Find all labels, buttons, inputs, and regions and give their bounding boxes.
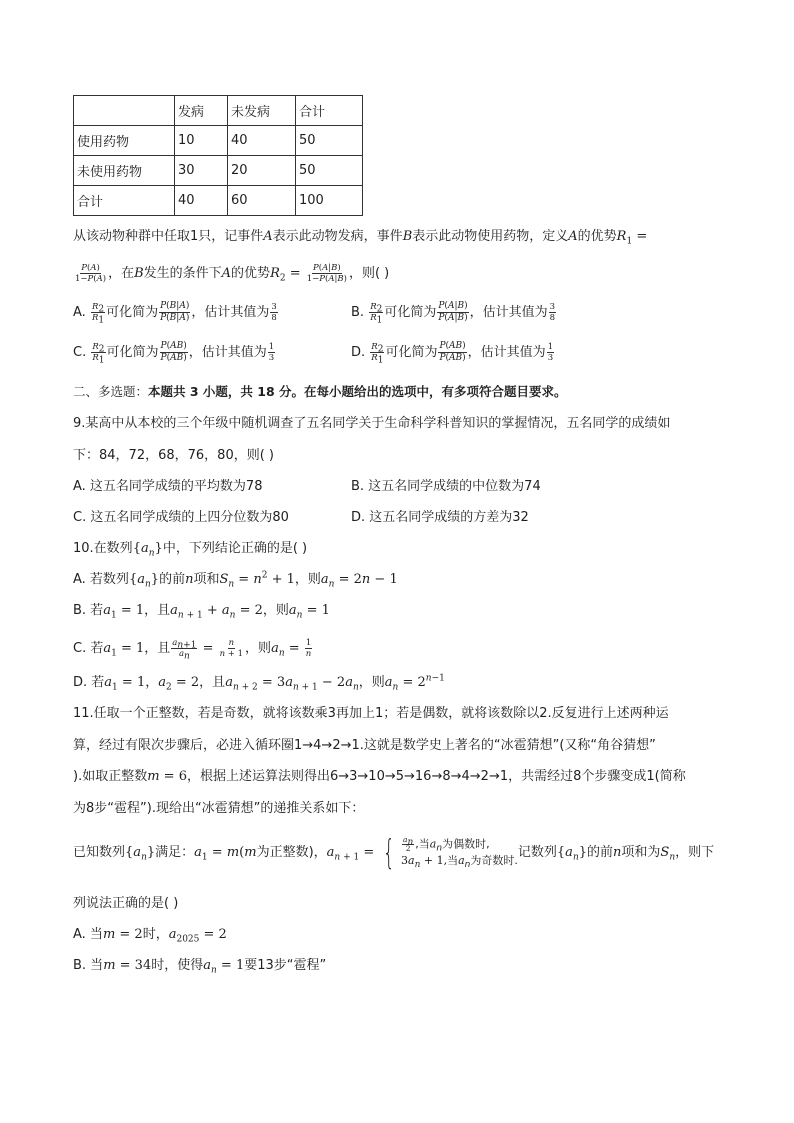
option-label: A. <box>73 305 86 320</box>
text: 表示此动物发病，事件 <box>272 229 403 244</box>
text: ，则 <box>245 641 272 656</box>
text: 时， <box>142 927 169 942</box>
text: 表示此动物使用药物，定义 <box>412 229 569 244</box>
table-cell: 40 <box>175 186 228 216</box>
text: 可化简为 <box>385 345 438 360</box>
text: 的优势 <box>231 266 271 281</box>
text: D. 若 <box>73 675 105 690</box>
text: 当 <box>418 837 430 851</box>
q9-option-b: B. 这五名同学成绩的中位数为74 <box>351 479 541 494</box>
table-cell <box>74 96 175 126</box>
text: ，则 <box>262 603 289 618</box>
table-cell: 50 <box>296 126 363 156</box>
text: B. 当 <box>73 958 104 973</box>
table-cell: 未使用药物 <box>74 156 175 186</box>
text: ).如取正整数 <box>73 769 148 784</box>
contingency-table <box>73 95 363 216</box>
table-cell: 20 <box>228 156 296 186</box>
text: ，则下 <box>675 845 715 860</box>
q10-option-a: A. 若数列$\{a_n\}$的前n项和$S_n = n^2 + 1$，则$a_n = 2n - 1$ <box>73 570 398 590</box>
text: 为偶数时, <box>442 837 490 851</box>
q11-option-b: B. 当m = 34时，使得$a_n = 1$要13步“雹程” <box>73 958 327 976</box>
table-cell: 使用药物 <box>74 126 175 156</box>
option-label: C. <box>73 345 87 360</box>
table-cell: 10 <box>175 126 228 156</box>
table-header-row <box>74 96 363 126</box>
q10-option-b: B. 若$a_1 = 1$，且$a_{n + 1} + a_n = 2$，则$a_n = 1$ <box>73 603 330 621</box>
text: 10.在数列 <box>73 541 133 556</box>
q9-option-d: D. 这五名同学成绩的方差为32 <box>351 510 529 525</box>
text: ，则( ) <box>348 266 390 281</box>
q9-option-c: C. 这五名同学成绩的上四分位数为80 <box>73 510 289 525</box>
text: ，则 <box>294 572 321 587</box>
text: 从该动物种群中任取1只，记事件 <box>73 229 264 244</box>
q11-line3: ).如取正整数m = 6，根据上述运算法则得出6→3→10→5→16→8→4→2→1，共需经过8个步骤变成1(简称 <box>73 769 686 784</box>
table-cell: 60 <box>228 186 296 216</box>
table-cell: 30 <box>175 156 228 186</box>
q8-option-d: D. $\frac{R_2}{R_1}$ 可化简为 $\frac{P(AB)}{P(AB)}$ ，估计其值为 $\frac{1}{3}$ <box>351 341 554 366</box>
text: 发生的条件下 <box>143 266 222 281</box>
q11-recurrence: 已知数列$\{a_n\}$满足：$a_1 = m(m$为正整数)，$a_{n + 1}$ = { $\frac{a_n}{2}$ ,当$a_n$为偶数时, $3a_n + 1$,当$a_n$为奇数时. 记数列$\{a_n\}$的前n项和为$S_n$，则下 <box>73 832 715 873</box>
section-heading <box>73 383 567 401</box>
table-cell: 合计 <box>296 96 363 126</box>
text: 项和为 <box>621 845 661 860</box>
text: ， <box>145 675 159 690</box>
table-cell: 50 <box>296 156 363 186</box>
text: 已知数列 <box>73 845 126 860</box>
table-cell: 100 <box>296 186 363 216</box>
table-row <box>74 186 363 216</box>
q11-line1: 11.任取一个正整数，若是奇数，就将该数乘3再加上1；若是偶数，就将该数除以2.反复进行上述两种运 <box>73 706 669 721</box>
text: ，估计其值为 <box>467 345 546 360</box>
q8-option-b: B. $\frac{R_2}{R_1}$ 可化简为 $\frac{P(A|B)}{P(A|B)}$ ，估计其值为 $\frac{3}{8}$ <box>351 301 556 326</box>
q10-option-c: C. 若$a_1 = 1$，且 $\frac{a_{n+1}}{a_n}$ = $\frac{n}{n + 1}$ ，则$a_n$ = $\frac{1}{n}$ <box>73 638 312 662</box>
q9-option-a: A. 这五名同学成绩的平均数为78 <box>73 479 263 494</box>
text: ，且 <box>144 603 171 618</box>
table-cell: 40 <box>228 126 296 156</box>
text: ，估计其值为 <box>469 305 548 320</box>
table-cell: 发病 <box>175 96 228 126</box>
text: 可化简为 <box>106 345 159 360</box>
table-cell: 未发病 <box>228 96 296 126</box>
option-label: B. <box>351 305 365 320</box>
text: A. 若数列 <box>73 572 129 587</box>
q11-option-a: A. 当m = 2时，$a_{2025} = 2$ <box>73 927 227 945</box>
q8-stem-line1: 从该动物种群中任取1只，记事件A表示此动物发病，事件B表示此动物使用药物，定义A的优势$R_1$ = <box>73 229 648 247</box>
q8-option-a: A. $\frac{R_2}{R_1}$ 可化简为 $\frac{P(B|A)}{P(B|A)}$ ，估计其值为 $\frac{3}{8}$ <box>73 301 277 326</box>
text: 为奇数时. <box>470 854 518 867</box>
text: 记数列 <box>517 845 557 860</box>
text: 的前 <box>587 845 614 860</box>
text: ，根据上述运算法则得出6→3→10→5→16→8→4→2→1，共需经过8个步骤变成1(简称 <box>186 769 686 784</box>
text: ，估计其值为 <box>188 345 267 360</box>
text: 的优势 <box>577 229 617 244</box>
table-cell: 合计 <box>74 186 175 216</box>
text: 满足： <box>155 845 195 860</box>
text: 中，下列结论正确的是( ) <box>162 541 308 556</box>
option-label: D. <box>351 345 366 360</box>
text: ，且 <box>199 675 226 690</box>
text: ，且 <box>144 641 171 656</box>
q10-stem: 10.在数列$\{a_n\}$中，下列结论正确的是( ) <box>73 541 308 559</box>
text: 要13步“雹程” <box>244 958 327 973</box>
q9-stem-line2: 下：84，72，68，76，80，则( ) <box>73 448 274 463</box>
q8-stem-line2: $\frac{P(A)}{1-P(A)}$ ，在B发生的条件下A的优势$R_2$ = $\frac{P(A|B)}{1-P(A|B)}$ ，则( ) <box>75 263 390 284</box>
text: ，在 <box>108 266 135 281</box>
section-desc: 本题共 3 小题，共 18 分。在每小题给出的选项中，有多项符合题目要求。 <box>148 384 567 399</box>
text: ，则 <box>358 675 385 690</box>
q11-line4: 为8步“雹程”).现给出“冰雹猜想”的递推关系如下： <box>73 801 365 816</box>
text: 项和 <box>193 572 220 587</box>
text: 时，使得 <box>151 958 204 973</box>
q11-line6: 列说法正确的是( ) <box>73 896 179 911</box>
text: B. 若 <box>73 603 104 618</box>
q11-line2: 算，经过有限次步骤后，必进入循环圈1→4→2→1.这就是数学史上著名的“冰雹猜想”(又称“角谷猜想” <box>73 738 656 753</box>
text: 可化简为 <box>106 305 159 320</box>
q9-stem-line1: 9.某高中从本校的三个年级中随机调查了五名同学关于生命科学科普知识的掌握情况，五名同学的成绩如 <box>73 416 671 431</box>
text: 当 <box>447 854 459 867</box>
q8-option-c: C. $\frac{R_2}{R_1}$ 可化简为 $\frac{P(AB)}{P(AB)}$ ，估计其值为 $\frac{1}{3}$ <box>73 341 275 366</box>
text: A. 当 <box>73 927 103 942</box>
q10-option-d: D. 若$a_1 = 1$，$a_2 = 2$，且$a_{n + 2} = 3a_{n + 1} - 2a_n$，则$a_n = 2^{n-1}$ <box>73 673 445 693</box>
text: ，估计其值为 <box>191 305 270 320</box>
text: C. 若 <box>73 641 104 656</box>
section-title: 二、多选题： <box>73 384 149 399</box>
text: 的前 <box>159 572 186 587</box>
table-row <box>74 156 363 186</box>
text: 为正整数)， <box>256 845 327 860</box>
text: 可化简为 <box>384 305 437 320</box>
table-row <box>74 126 363 156</box>
